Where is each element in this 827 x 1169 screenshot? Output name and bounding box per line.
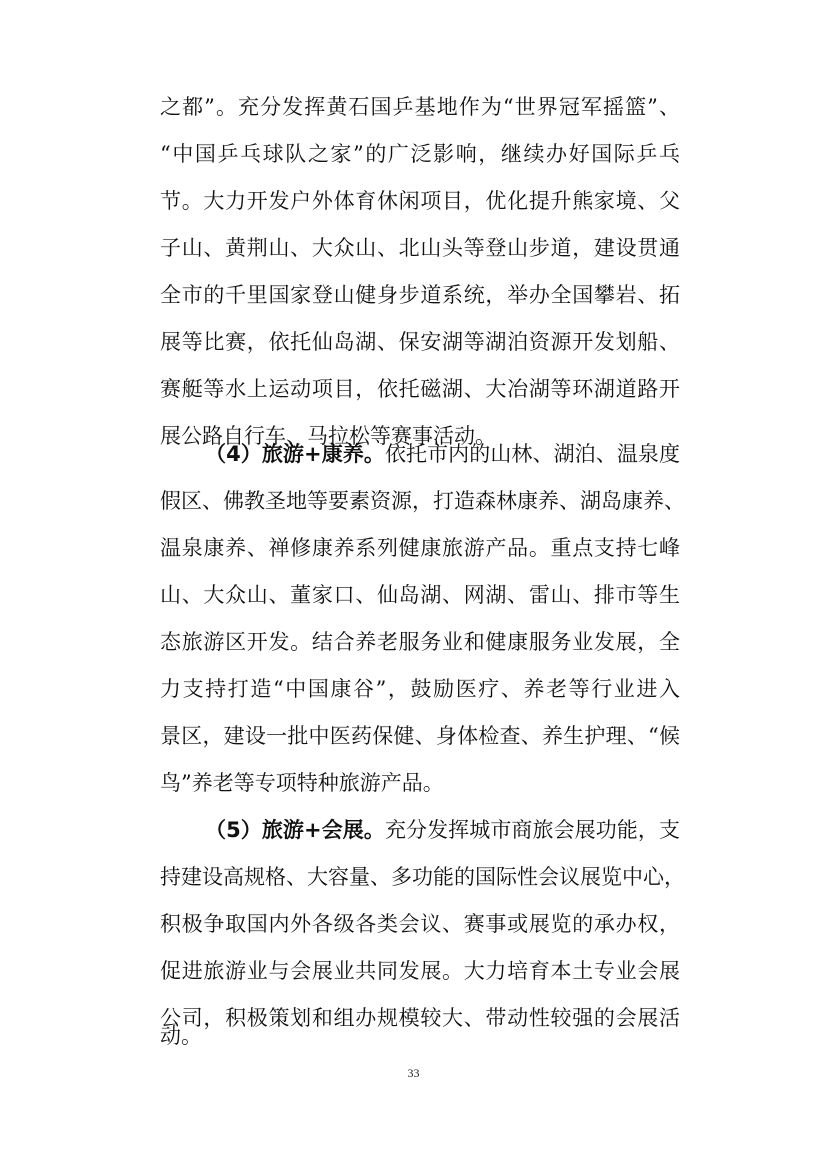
- paragraph-2-line-4: 山、大众山、董家口、仙岛湖、网湖、雷山、排市等生: [160, 583, 680, 607]
- section-heading-tourism-health: （4）旅游+康养。: [205, 442, 385, 466]
- paragraph-3-line-5: 公司，积极策划和组办规模较大、带动性较强的会展活: [160, 1006, 680, 1030]
- paragraph-1-line-7: 赛艇等水上运动项目，依托磁湖、大冶湖等环湖道路开: [160, 377, 680, 401]
- paragraph-1-line-4: 子山、黄荆山、大众山、北山头等登山步道，建设贯通: [160, 236, 680, 260]
- paragraph-3-line-2: 持建设高规格、大容量、多功能的国际性会议展览中心，: [160, 865, 685, 889]
- paragraph-3-line-3: 积极争取国内外各级各类会议、赛事或展览的承办权，: [160, 912, 680, 936]
- paragraph-3-first-line-text: 充分发挥城市商旅会展功能，支: [384, 818, 680, 842]
- paragraph-3-line-6: 动。: [160, 1024, 202, 1048]
- paragraph-3-first-line: [205, 810, 680, 850]
- paragraph-2-first-line-text: 依托市内的山林、湖泊、温泉度: [384, 442, 680, 466]
- paragraph-1-line-8: 展公路自行车、马拉松等赛事活动。: [160, 424, 496, 448]
- page-number: 33: [407, 1066, 420, 1080]
- paragraph-2-first-line: [205, 434, 680, 474]
- section-heading-tourism-exhibition: （5）旅游+会展。: [205, 818, 385, 842]
- paragraph-1-line-5: 全市的千里国家登山健身步道系统，举办全国攀岩、拓: [160, 283, 680, 307]
- paragraph-1-line-2: “中国乒乓球队之家”的广泛影响，继续办好国际乒乓: [160, 142, 680, 166]
- paragraph-1-line-6: 展等比赛，依托仙岛湖、保安湖等湖泊资源开发划船、: [160, 330, 680, 354]
- paragraph-1-line-3: 节。大力开发户外体育休闲项目，优化提升熊家境、父: [160, 189, 680, 213]
- paragraph-2-line-6: 力支持打造“中国康谷”，鼓励医疗、养老等行业进入: [160, 677, 680, 701]
- paragraph-2-line-3: 温泉康养、禅修康养系列健康旅游产品。重点支持七峰: [160, 536, 680, 560]
- paragraph-2-line-5: 态旅游区开发。结合养老服务业和健康服务业发展，全: [160, 630, 680, 654]
- paragraph-1-line-1: 之都”。充分发挥黄石国乒基地作为“世界冠军摇篮”、: [160, 95, 680, 119]
- paragraph-2-line-2: 假区、佛教圣地等要素资源，打造森林康养、湖岛康养、: [160, 489, 685, 513]
- paragraph-2-line-7: 景区，建设一批中医药保健、身体检查、养生护理、“候: [160, 724, 680, 748]
- paragraph-2-line-8: 鸟”养老等专项特种旅游产品。: [160, 771, 444, 795]
- paragraph-3-line-4: 促进旅游业与会展业共同发展。大力培育本土专业会展: [160, 959, 680, 983]
